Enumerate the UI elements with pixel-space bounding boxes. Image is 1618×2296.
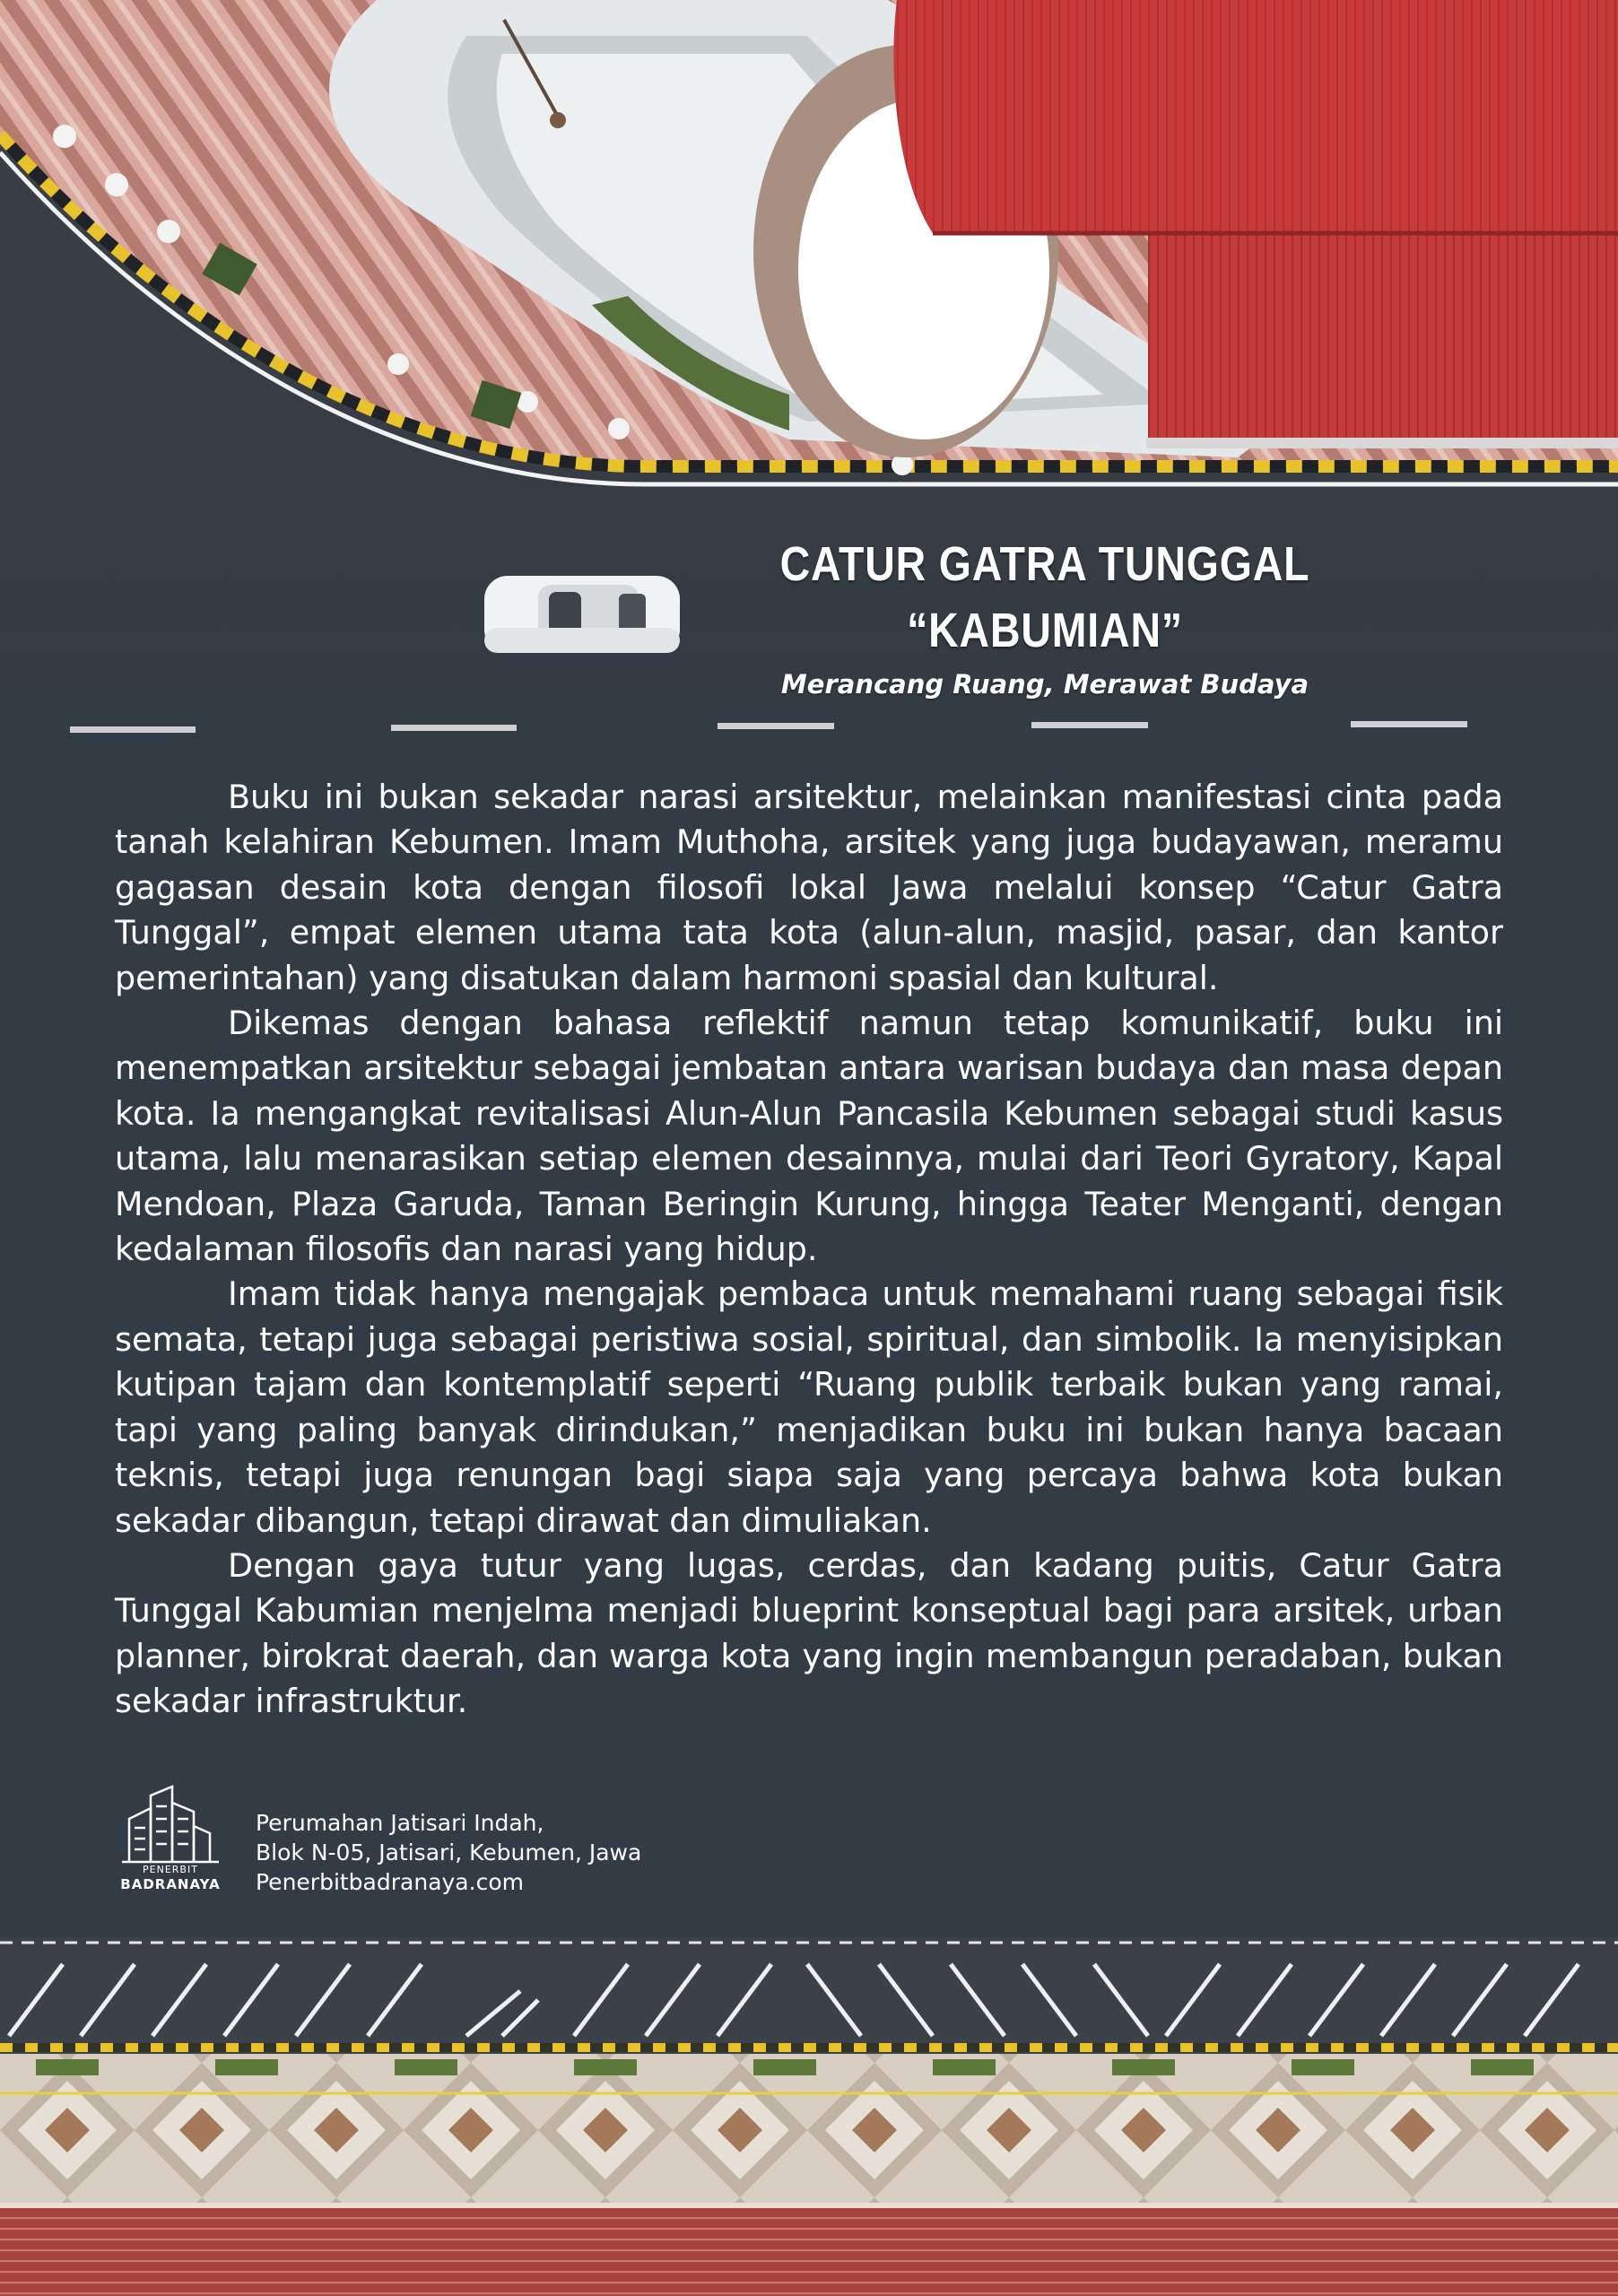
building-outline-logo-icon — [117, 1783, 224, 1866]
book-title-line1: CATUR GATRA TUNGGAL — [779, 537, 1310, 591]
blurb-paragraph-2: Dikemas dengan bahasa reflektif namun tetap komunikatif, buku ini menempatkan arsitektur sebagai jembatan antara warisan budaya dan masa depan kota. Ia mengangkat revitalisasi Alun-Alun Pancasila Kebumen sebagai studi kasus utama, lalu menarasikan setiap elemen desainnya, mulai dari Teori Gyratory, Kapal Mendoan, Plaza Garuda, Taman Beringin Kurung, hingga Teater Menganti, dengan kedalaman filosofis dan narasi yang hidup. — [115, 1004, 1503, 1269]
aerial-parking-plaza-illustration — [0, 1928, 1618, 2296]
address-line-2: Blok N-05, Jatisari, Kebumen, Jawa — [256, 1839, 642, 1866]
blurb-paragraph-3: Imam tidak hanya mengajak pembaca untuk memahami ruang sebagai fisik semata, tetapi juga sebagai peristiwa sosial, spiritual, dan simbolik. Ia menyisipkan kutipan tajam dan kontemplatif seperti “Ruang publik terbaik bukan yang ramai, tapi yang paling banyak dirindukan,” menjadikan buku ini bukan hanya bacaan teknis, tetapi juga renungan bagi siapa saja yang percaya bahwa kota bukan sekadar dibangun, tetapi dirawat dan dimuliakan. — [115, 1274, 1503, 1540]
publisher-website: Penerbitbadranaya.com — [256, 1869, 524, 1895]
book-title-line2: “KABUMIAN” — [907, 604, 1183, 657]
logo-caption: PENERBIT — [143, 1864, 198, 1875]
publisher-address — [256, 1808, 641, 1897]
logo-name: BADRANAYA — [120, 1876, 221, 1892]
publisher-info — [117, 1783, 691, 1900]
book-subtitle: Merancang Ruang, Merawat Budaya — [780, 669, 1309, 700]
car-image — [484, 576, 680, 653]
blurb-text — [115, 775, 1503, 1725]
address-line-1: Perumahan Jatisari Indah, — [256, 1810, 544, 1836]
publisher-logo — [117, 1783, 224, 1900]
title-block — [700, 531, 1390, 700]
blurb-paragraph-4: Dengan gaya tutur yang lugas, cerdas, dan kadang puitis, Catur Gatra Tunggal Kabumian menjelma menjadi blueprint konseptual bagi para arsitek, urban planner, birokrat daerah, dan warga kota yang ingin membangun peradaban, bukan sekadar infrastruktur. — [115, 1545, 1503, 1721]
blurb-paragraph-1: Buku ini bukan sekadar narasi arsitektur, melainkan manifestasi cinta pada tanah kelahiran Kebumen. Imam Muthoha, arsitek yang juga budayawan, meramu gagasan desain kota dengan filosofi lokal Jawa melalui konsep “Catur Gatra Tunggal”, empat elemen utama tata kota (alun-alun, masjid, pasar, dan kantor pemerintahan) yang disatukan dalam harmoni spasial dan kultural. — [115, 778, 1503, 997]
